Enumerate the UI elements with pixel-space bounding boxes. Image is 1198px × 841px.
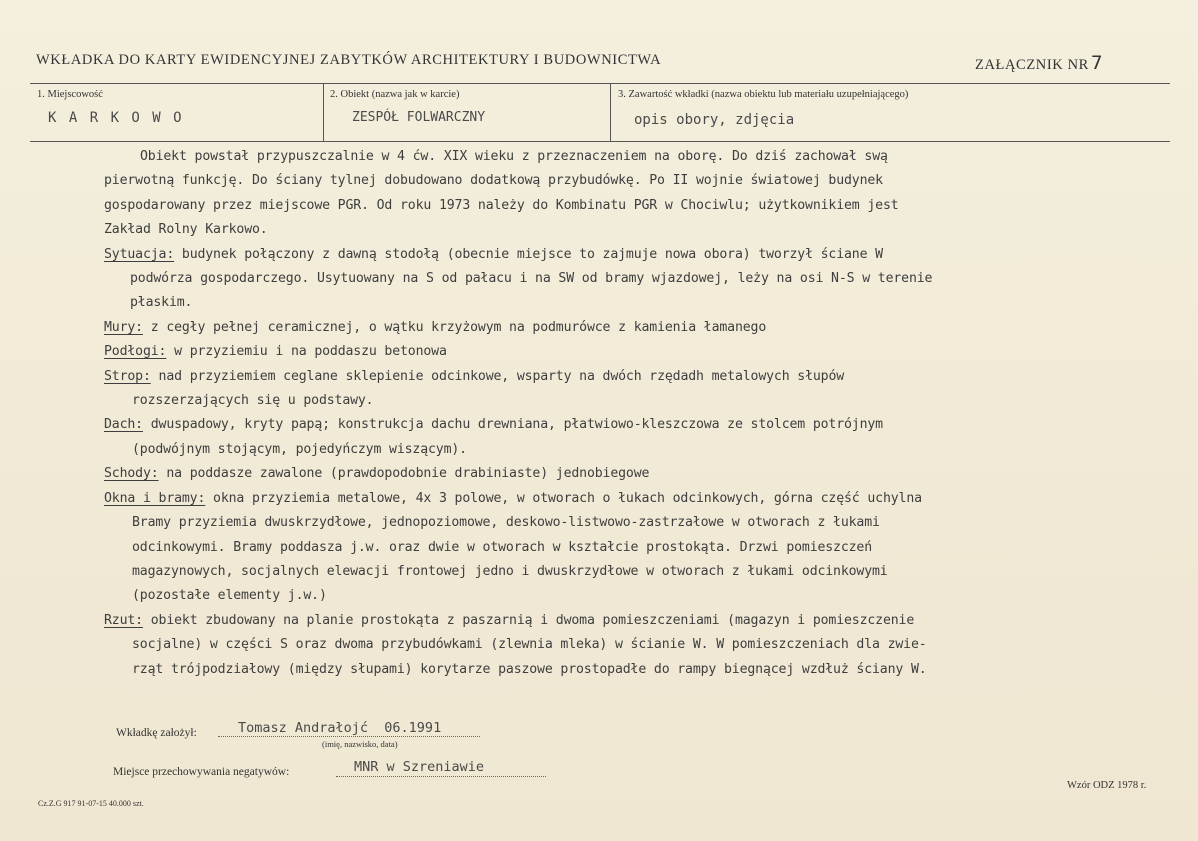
intro-line-1: Obiekt powstał przypuszczalnie w 4 ćw. XIX wieku z przeznaczeniem na oborę. Do dziś zachował swą (140, 149, 888, 164)
strop-label: Strop: (104, 368, 151, 384)
field-1-value: K A R K O W O (48, 110, 184, 126)
intro-line-2: pierwotną funkcję. Do ściany tylnej dobudowano dodatkową przybudówkę. Po II wojnie światowej budynek (104, 173, 883, 189)
sytuacja-line-2: podwórza gospodarczego. Usytuowany na S od pałacu i na SW od bramy wjazdowej, leży na osi N-S w terenie (130, 271, 933, 287)
sytuacja-line-1 (104, 243, 1184, 267)
table-top-rule (30, 83, 1170, 84)
mury-line (104, 316, 1184, 340)
field-3-label: 3. Zawartość wkładki (nazwa obiektu lub materiału uzupełniającego) (618, 89, 909, 100)
podlogi-label: Podłogi: (104, 344, 167, 360)
intro-line-3: gospodarowany przez miejscowe PGR. Od roku 1973 należy do Kombinatu PGR w Chociwlu; użytkownikiem jest (104, 197, 899, 213)
field-2-label: 2. Obiekt (nazwa jak w karcie) (330, 89, 460, 100)
okna-line-4: magazynowych, socjalnych elewacji frontowej jedno i dwuskrzydłowe w otworach z łukami odcinkowymi (132, 563, 888, 579)
rzut-text-1: obiekt zbudowany na planie prostokąta z paszarnią i dwoma pomieszczeniami (magazyn i pomieszczenie (142, 612, 915, 628)
dach-text-1: dwuspadowy, kryty papą; konstrukcja dachu drewniana, płatwiowo-kleszczowa ze stolcem potrójnym (142, 417, 883, 433)
field-2-value: ZESPÓŁ FOLWARCZNY (352, 110, 486, 125)
okna-label: Okna i bramy: (104, 490, 206, 506)
negatives-dotted-line (336, 776, 546, 777)
okna-line-5: (pozostałe elementy j.w.) (132, 588, 327, 604)
dach-label: Dach: (104, 417, 143, 433)
author-label: Wkładkę założył: (116, 727, 197, 739)
sytuacja-text-1: budynek połączony z dawną stodołą (obecnie miejsce to zajmuje nowa obora) tworzył ściane W (174, 246, 883, 262)
mury-text: z cegły pełnej ceramicznej, o wątku krzyżowym na podmurówce z kamienia łamanego (142, 319, 767, 335)
rzut-line-2: socjalne) w części S oraz dwoma przybudówkami (zlewnia mleka) w ścianie W. W pomieszczeniach dla zwie- (132, 637, 927, 653)
strop-line-2: rozszerzających się u podstawy. (132, 393, 374, 409)
podlogi-line (104, 340, 1184, 364)
schody-label: Schody: (104, 466, 159, 482)
appendix-label (975, 52, 1103, 74)
okna-line-1 (104, 487, 1184, 511)
negatives-label: Miejsce przechowywania negatywów: (113, 766, 290, 778)
negatives-value: MNR w Szreniawie (354, 759, 485, 775)
rzut-line-1 (104, 609, 1184, 633)
appendix-number: 7 (1090, 52, 1103, 74)
strop-text-1: nad przyziemiem ceglane sklepienie odcinkowe, wsparty na dwóch rzędadh metalowych słupów (150, 368, 845, 384)
intro-line-4: Zakład Rolny Karkowo. (104, 222, 268, 238)
table-bottom-rule (30, 141, 1170, 142)
okna-line-3: odcinkowymi. Bramy poddasza j.w. oraz dwie w otworach w kształcie prostokąta. Drzwi pomieszczeń (132, 539, 873, 555)
author-dotted-line (218, 736, 480, 737)
table-divider-1 (323, 83, 324, 141)
mury-label: Mury: (104, 319, 143, 335)
appendix-label-text: ZAŁĄCZNIK NR (975, 57, 1089, 73)
author-hint: (imię, nazwisko, data) (322, 739, 398, 749)
schody-line (104, 462, 1184, 486)
field-3-value: opis obory, zdjęcia (634, 112, 795, 128)
author-value: Tomasz Andrałojć 06.1991 (238, 720, 442, 736)
table-divider-2 (610, 83, 611, 141)
okna-line-2: Bramy przyziemia dwuskrzydłowe, jednopoziomowe, deskowo-listwowo-zastrzałowe w otworach z łukami (132, 515, 880, 531)
dach-line-1 (104, 413, 1184, 437)
strop-line-1 (104, 365, 1184, 389)
rzut-line-3: rząt trójpodziałowy (między słupami) korytarze paszowe prostopadłe do rampy biegnącej wzdłuż ściany W. (132, 661, 927, 677)
rzut-label: Rzut: (104, 612, 143, 628)
podlogi-text: w przyziemiu i na poddaszu betonowa (166, 344, 447, 360)
dach-line-2: (podwójnym stojącym, pojedyńczym wiszącym). (132, 441, 467, 457)
sytuacja-line-3: płaskim. (130, 295, 193, 311)
form-model: Wzór ODZ 1978 r. (1067, 780, 1147, 791)
card-title: WKŁADKA DO KARTY EWIDENCYJNEJ ZABYTKÓW ARCHITEKTURY I BUDOWNICTWA (36, 52, 662, 68)
sytuacja-label: Sytuacja: (104, 246, 175, 262)
description-body (104, 145, 1184, 682)
field-1-label: 1. Miejscowość (37, 89, 103, 100)
schody-text: na poddasze zawalone (prawdopodobnie drabiniaste) jednobiegowe (158, 466, 650, 482)
okna-text-1: okna przyziemia metalowe, 4x 3 polowe, w otworach o łukach odcinkowych, górna część uchylna (205, 490, 922, 506)
print-info: Cz.Z.G 917 91-07-15 40.000 szt. (38, 799, 144, 808)
